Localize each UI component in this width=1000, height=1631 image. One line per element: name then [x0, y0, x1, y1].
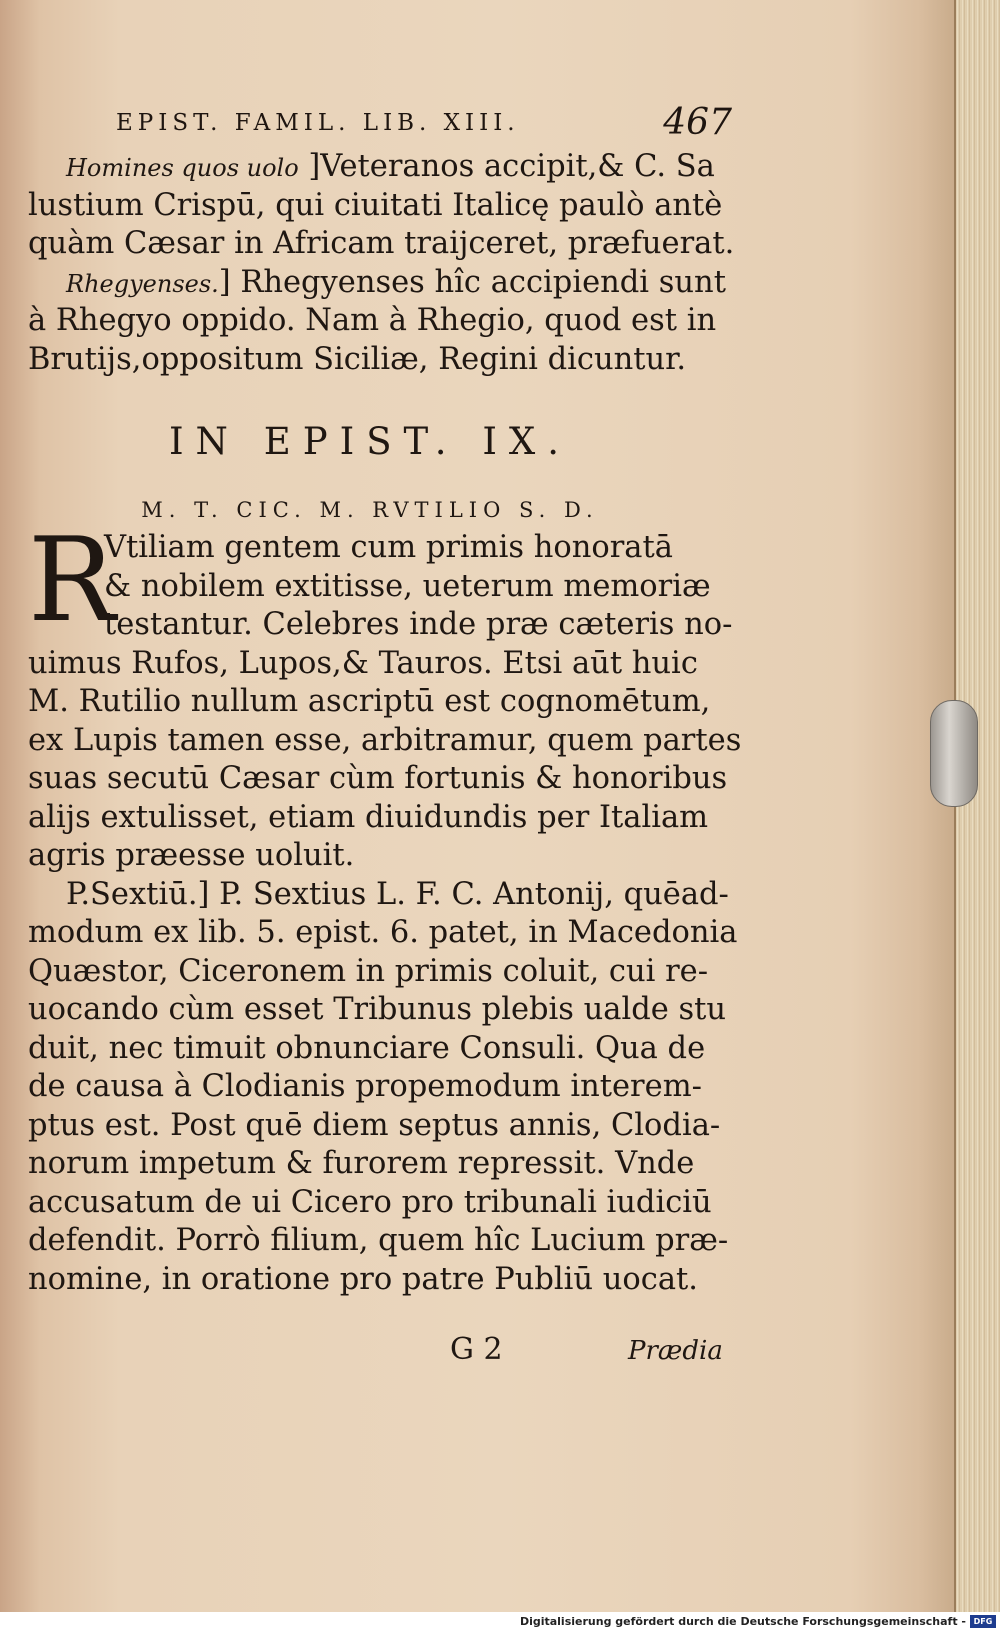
- page-number: 467: [663, 102, 732, 143]
- funding-credit: Digitalisierung gefördert durch die Deutsche Forschungsgemeinschaft -: [519, 1615, 966, 1628]
- text-line: agris præesse uoluit.: [28, 838, 355, 873]
- text-line: nomine, in oratione pro patre Publiū uocat.: [28, 1261, 698, 1297]
- page-header: [112, 102, 732, 143]
- commentary-top: [28, 148, 735, 379]
- text-line: [28, 264, 728, 303]
- text-line: ex Lupis tamen esse, arbitramur, quem partes: [28, 722, 742, 758]
- commentary-body: [28, 513, 742, 1298]
- footer-bar: [0, 1612, 1000, 1631]
- drop-capital: R: [28, 513, 116, 648]
- line-text: ] Rhegyenses hîc accipiendi sunt: [218, 264, 726, 300]
- line-text: ]Veteranos accipit,& C. Sa: [298, 149, 715, 184]
- line-text: à Rhegyo oppido. Nam à Rhegio, quod est in: [28, 303, 717, 338]
- text-line: norum impetum & furorem repressit. Vnde: [28, 1146, 695, 1181]
- line-text: quàm Cæsar in Africam traijceret, præfuerat.: [28, 226, 735, 261]
- text-line: [28, 148, 728, 187]
- lemma: Rhegyenses.: [66, 269, 219, 298]
- signature-mark: G 2: [450, 1332, 503, 1367]
- text-line: & nobilem extitisse, ueterum memoriæ: [104, 568, 711, 604]
- text-line: alijs extulisset, etiam diuidundis per Italiam: [28, 799, 709, 835]
- text-line: Vtiliam gentem cum primis honoratā: [104, 530, 673, 565]
- text-line: testantur. Celebres inde præ cæteris no-: [104, 607, 733, 642]
- text-line: uocando cùm esset Tribunus plebis ualde stu: [28, 992, 727, 1027]
- letter-heading: M. T. CIC. M. RVTILIO S. D.: [141, 498, 599, 522]
- text-line: [28, 341, 728, 380]
- text-line: [28, 302, 728, 341]
- text-line: [28, 187, 728, 226]
- text-line: ptus est. Post quē diem septus annis, Clodia-: [28, 1107, 721, 1143]
- catchword: Prædia: [628, 1336, 723, 1366]
- text-line: uimus Rufos, Lupos,& Tauros. Etsi aūt huic: [28, 645, 698, 681]
- section-title: IN EPIST. IX.: [168, 420, 572, 463]
- text-line: M. Rutilio nullum ascriptū est cognomētum,: [28, 684, 711, 719]
- book-clip: [930, 700, 978, 807]
- lemma: Homines quos uolo: [66, 154, 299, 182]
- text-line: defendit. Porrò filium, quem hîc Lucium præ-: [28, 1223, 729, 1258]
- text-line: P.Sextiū.] P. Sextius L. F. C. Antonij, quēad-: [66, 876, 729, 912]
- running-head: EPIST. FAMIL. LIB. XIII.: [116, 110, 520, 136]
- text-line: Quæstor, Ciceronem in primis coluit, cui re-: [28, 953, 709, 989]
- text-line: suas secutū Cæsar cùm fortunis & honoribus: [28, 761, 728, 796]
- text-line: de causa à Clodianis propemodum interem-: [28, 1069, 702, 1104]
- text-line: [28, 225, 735, 264]
- line-text: lustium Crispū, qui ciuitati Italicę paulò antè: [28, 187, 723, 223]
- dfg-logo[interactable]: DFG: [970, 1615, 996, 1628]
- text-line: modum ex lib. 5. epist. 6. patet, in Macedonia: [28, 915, 738, 950]
- line-text: Brutijs,oppositum Siciliæ, Regini dicuntur.: [28, 341, 687, 377]
- text-line: accusatum de ui Cicero pro tribunali iudiciū: [28, 1184, 712, 1220]
- text-line: duit, nec timuit obnunciare Consuli. Qua de: [28, 1030, 706, 1066]
